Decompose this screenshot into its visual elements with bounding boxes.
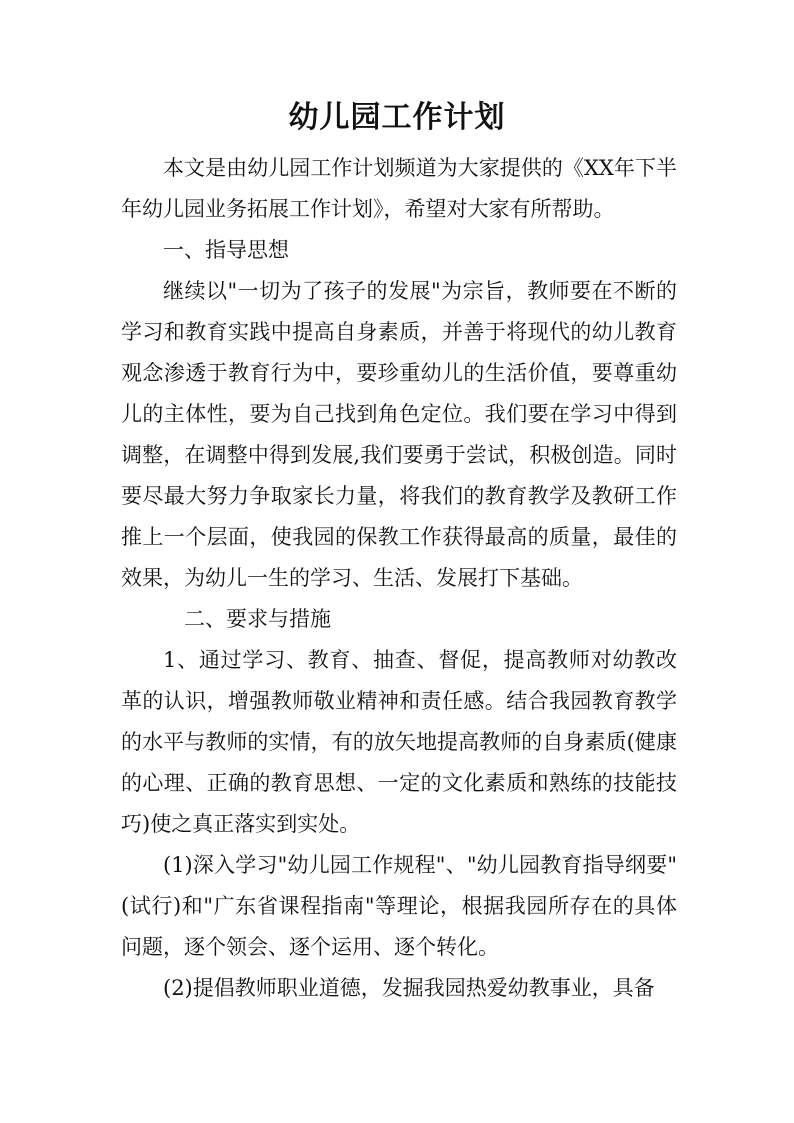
section-heading-guiding-ideology: 一、指导思想 (163, 238, 289, 262)
guiding-ideology-paragraph: 继续以"一切为了孩子的发展"为宗旨，教师要在不断的学习和教育实践中提高自身素质，并善于将现代的幼儿教育观念渗透于教育行为中，要珍重幼儿的生活价值，要尊重幼儿的主体性，要为自己找到角色定位。我们要在学习中得到调整，在调整中得到发展,我们要勇于尝试，积极创造。同时要尽最大努力争取家长力量，将我们的教育教学及教研工作推上一个层面，使我园的保教工作获得最高的质量，最佳的效果，为幼儿一生的学习、生活、发展打下基础。 (121, 279, 677, 590)
requirement-subitem-2: (2)提倡教师职业道德，发掘我园热爱幼教事业，具备 (163, 976, 655, 1000)
document-body (121, 148, 677, 1009)
requirement-subitem-1: (1)深入学习"幼儿园工作规程"、"幼儿园教育指导纲要"(试行)和"广东省课程指南"等理论，根据我园所存在的具体问题，逐个领会、逐个运用、逐个转化。 (121, 853, 677, 959)
section-heading-requirements: 二、要求与措施 (184, 607, 331, 631)
requirement-item-1: 1、通过学习、教育、抽查、督促，提高教师对幼教改革的认识，增强教师敬业精神和责任感。结合我园教育教学的水平与教师的实情，有的放矢地提高教师的自身素质(健康的心理、正确的教育思想、一定的文化素质和熟练的技能技巧)使之真正落实到实处。 (121, 648, 677, 836)
intro-paragraph: 本文是由幼儿园工作计划频道为大家提供的《XX年下半年幼儿园业务拓展工作计划》，希望对大家有所帮助。 (121, 156, 677, 221)
document-title: 幼儿园工作计划 (288, 100, 506, 135)
